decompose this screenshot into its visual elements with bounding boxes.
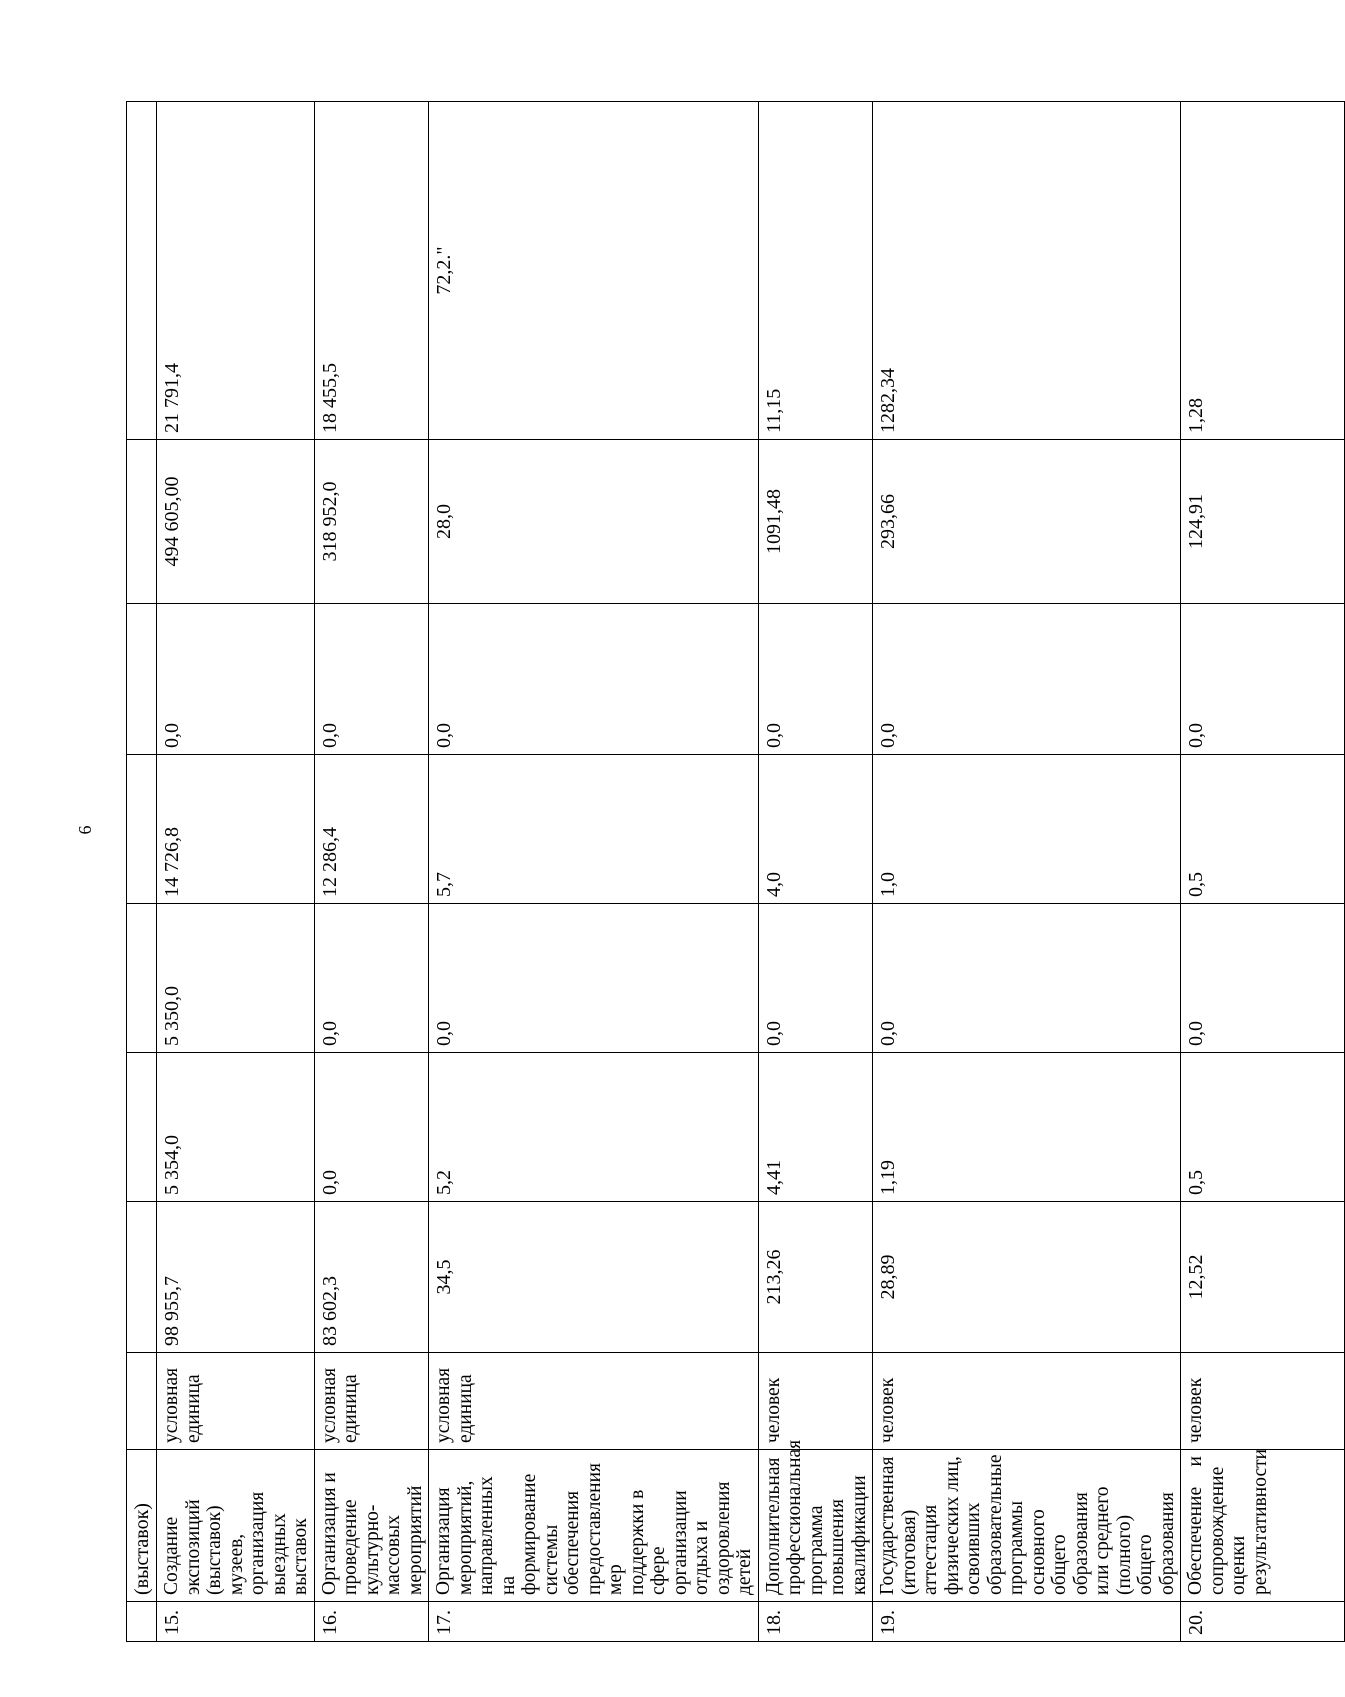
unit-line: единица bbox=[182, 1374, 204, 1443]
table-cell bbox=[127, 1053, 157, 1202]
service-name-line: результативности bbox=[1249, 1448, 1271, 1595]
value-col-1-cell: 34,5 bbox=[429, 1202, 759, 1353]
value-col-7-cell: 18 455,5 bbox=[314, 102, 429, 440]
value-col-6-cell: 1091,48 bbox=[758, 440, 873, 604]
service-name-line: мероприятий bbox=[404, 1485, 426, 1595]
table-row bbox=[758, 102, 873, 1642]
service-name-line: (выставок) музеев, bbox=[204, 1505, 247, 1595]
table-row bbox=[429, 102, 759, 1642]
value-col-2-cell: 0,5 bbox=[1181, 1053, 1345, 1202]
value-col-2-cell: 5 354,0 bbox=[157, 1053, 315, 1202]
value-col-3-cell: 0,0 bbox=[758, 904, 873, 1053]
value-col-4-cell: 4,0 bbox=[758, 755, 873, 904]
value-col-7-cell: 72,2." bbox=[429, 102, 759, 440]
service-name-line: сопровождение оценки bbox=[1206, 1466, 1249, 1595]
unit-cell bbox=[758, 1353, 873, 1450]
row-number-cell: 19. bbox=[873, 1602, 1181, 1642]
service-name-line: Дополнительная bbox=[762, 1457, 784, 1595]
value-col-3-cell: 0,0 bbox=[1181, 904, 1345, 1053]
value-col-4-cell: 0,5 bbox=[1181, 755, 1345, 904]
table-row bbox=[157, 102, 315, 1642]
value-col-2-cell: 4,41 bbox=[758, 1053, 873, 1202]
table-row bbox=[1181, 102, 1345, 1642]
row-number-cell: 15. bbox=[157, 1602, 315, 1642]
table-cell bbox=[127, 440, 157, 604]
table-cell bbox=[127, 102, 157, 440]
value-col-2-cell: 1,19 bbox=[873, 1053, 1181, 1202]
service-name-line: общего образования bbox=[1135, 1492, 1178, 1595]
unit-line: человек bbox=[1185, 1377, 1206, 1443]
value-col-5-cell: 0,0 bbox=[873, 604, 1181, 755]
service-name-cell bbox=[314, 1450, 429, 1602]
value-col-4-cell: 12 286,4 bbox=[314, 755, 429, 904]
unit-line: условная bbox=[161, 1367, 182, 1443]
service-name-line: программа повышения bbox=[805, 1498, 848, 1595]
service-name-line: организации отдыха и bbox=[669, 1490, 712, 1595]
table-cell bbox=[127, 604, 157, 755]
value-col-5-cell: 0,0 bbox=[157, 604, 315, 755]
service-name-line: общего образования bbox=[1049, 1492, 1092, 1595]
page-number: 6 bbox=[75, 825, 95, 835]
value-col-2-cell: 5,2 bbox=[429, 1053, 759, 1202]
value-col-2-cell: 0,0 bbox=[314, 1053, 429, 1202]
service-name-cell bbox=[157, 1450, 315, 1602]
service-name-cell bbox=[873, 1450, 1181, 1602]
service-name-line: Организация и bbox=[318, 1472, 340, 1595]
service-name-line: Обеспечение и bbox=[1185, 1456, 1206, 1595]
table-cell bbox=[127, 1353, 157, 1450]
value-col-5-cell: 0,0 bbox=[314, 604, 429, 755]
value-col-4-cell: 1,0 bbox=[873, 755, 1181, 904]
value-col-1-cell: 12,52 bbox=[1181, 1202, 1345, 1353]
value-col-1-cell: 98 955,7 bbox=[157, 1202, 315, 1353]
service-name-line: образовательные bbox=[984, 1454, 1006, 1595]
rotated-table-container bbox=[126, 102, 1271, 1642]
continuation-cell: (выставок) bbox=[127, 1450, 157, 1602]
cost-table bbox=[126, 101, 1345, 1642]
unit-line: человек bbox=[877, 1377, 898, 1443]
value-col-4-cell: 14 726,8 bbox=[157, 755, 315, 904]
row-number-cell: 20. bbox=[1181, 1602, 1345, 1642]
value-col-4-cell: 5,7 bbox=[429, 755, 759, 904]
unit-cell bbox=[314, 1353, 429, 1450]
value-col-5-cell: 0,0 bbox=[429, 604, 759, 755]
unit-line: условная bbox=[318, 1367, 340, 1443]
table-cell bbox=[127, 755, 157, 904]
value-col-6-cell: 28,0 bbox=[429, 440, 759, 604]
unit-cell bbox=[157, 1353, 315, 1450]
continuation-row bbox=[127, 102, 157, 1642]
value-col-6-cell: 293,66 bbox=[873, 440, 1181, 604]
service-name-cell bbox=[758, 1439, 873, 1602]
value-col-3-cell: 0,0 bbox=[873, 904, 1181, 1053]
value-col-5-cell: 0,0 bbox=[758, 604, 873, 755]
unit-line: единица bbox=[340, 1374, 361, 1443]
service-name-line: проведение bbox=[340, 1499, 361, 1595]
table-cell bbox=[127, 904, 157, 1053]
service-name-line: мероприятий, bbox=[454, 1480, 476, 1595]
service-name-line: выездных выставок bbox=[268, 1513, 311, 1595]
service-name-line: предоставления мер bbox=[583, 1463, 626, 1595]
value-col-1-cell: 213,26 bbox=[758, 1202, 873, 1353]
unit-cell bbox=[1181, 1353, 1345, 1450]
service-name-line: Государственная bbox=[877, 1456, 898, 1595]
table-row bbox=[873, 102, 1181, 1642]
service-name-line: формирование системы bbox=[519, 1473, 562, 1595]
value-col-1-cell: 28,89 bbox=[873, 1202, 1181, 1353]
service-name-line: Создание экспозиций bbox=[161, 1499, 204, 1595]
unit-line: условная bbox=[433, 1367, 454, 1443]
row-number-cell: 17. bbox=[429, 1602, 759, 1642]
service-name-line: обеспечения bbox=[562, 1490, 583, 1595]
service-name-line: программы основного bbox=[1006, 1500, 1049, 1595]
service-name-line: физических лиц, bbox=[941, 1456, 963, 1595]
unit-line: единица bbox=[454, 1374, 476, 1443]
unit-line: человек bbox=[762, 1377, 784, 1443]
service-name-line: освоивших bbox=[963, 1502, 984, 1595]
service-name-cell bbox=[1181, 1450, 1345, 1602]
value-col-3-cell: 0,0 bbox=[429, 904, 759, 1053]
service-name-line: направленных на bbox=[476, 1476, 519, 1595]
unit-cell bbox=[873, 1353, 1181, 1450]
value-col-3-cell: 5 350,0 bbox=[157, 904, 315, 1053]
service-name-line: (итоговая) аттестация bbox=[898, 1504, 941, 1595]
row-number-cell: 18. bbox=[758, 1602, 873, 1642]
value-col-7-cell: 21 791,4 bbox=[157, 102, 315, 440]
value-col-3-cell: 0,0 bbox=[314, 904, 429, 1053]
service-name-line: профессиональная bbox=[784, 1439, 805, 1595]
value-col-6-cell: 318 952,0 bbox=[314, 440, 429, 604]
value-col-7-cell: 11,15 bbox=[758, 102, 873, 440]
row-number-cell: 16. bbox=[314, 1602, 429, 1642]
service-name-line: оздоровления детей bbox=[712, 1481, 755, 1595]
value-col-7-cell: 1,28 bbox=[1181, 102, 1345, 440]
unit-cell bbox=[429, 1353, 759, 1450]
table-cell bbox=[127, 1202, 157, 1353]
service-name-line: или среднего (полного) bbox=[1092, 1486, 1135, 1595]
value-col-1-cell: 83 602,3 bbox=[314, 1202, 429, 1353]
table-cell bbox=[127, 1602, 157, 1642]
service-name-line: квалификации bbox=[848, 1475, 870, 1595]
service-name-line: организация bbox=[247, 1491, 268, 1595]
service-name-line: поддержки в сфере bbox=[626, 1489, 669, 1595]
service-name-line: культурно-массовых bbox=[361, 1504, 404, 1595]
value-col-6-cell: 494 605,00 bbox=[157, 440, 315, 604]
service-name-line: Организация bbox=[433, 1487, 454, 1595]
value-col-6-cell: 124,91 bbox=[1181, 440, 1345, 604]
value-col-5-cell: 0,0 bbox=[1181, 604, 1345, 755]
table-row bbox=[314, 102, 429, 1642]
service-name-cell bbox=[429, 1450, 759, 1602]
value-col-7-cell: 1282,34 bbox=[873, 102, 1181, 440]
